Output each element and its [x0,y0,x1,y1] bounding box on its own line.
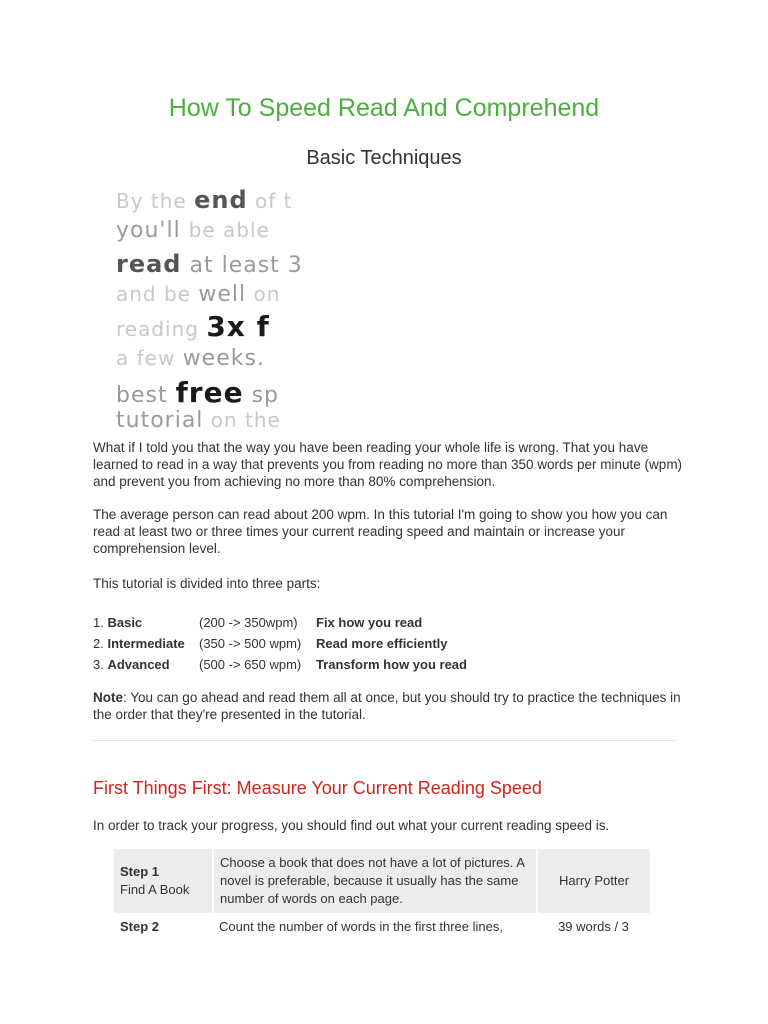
intro-paragraph: What if I told you that the way you have been reading your whole life is wrong. That you have learned to read in a way that prevents you from reading no more than 350 words per minute (wpm) and prevent you from achieving no more than 80% comprehension. [93,440,683,489]
section-intro: In order to track your progress, you should find out what your current reading speed is. [93,818,610,833]
part-name: Advanced [107,657,170,672]
list-item: 2. Intermediate (350 -> 500 wpm) Read more efficiently [93,633,683,654]
part-range: (350 -> 500 wpm) [199,636,302,651]
hero-line [116,218,270,243]
part-name: Basic [107,615,143,630]
hero-line [116,310,270,343]
average-paragraph: The average person can read about 200 wpm. In this tutorial I'm going to show you how you can read at least two or three times your current reading speed and maintain or increase your comprehension level. [93,507,668,556]
page-subtitle: Basic Techniques [306,147,462,169]
hero-word: and be [116,282,199,306]
hero-word: weeks. [182,346,265,371]
hero-image [112,184,386,434]
hero-word: free [175,376,244,409]
hero-word: you'll [116,218,189,243]
hero-line [116,346,265,371]
part-desc: Fix how you read [316,615,423,630]
hero-word: of t [247,189,293,213]
hero-line [116,408,281,433]
hero-word: read [116,250,182,278]
part-desc: Transform how you read [316,657,467,672]
table-row [114,913,650,941]
hero-line [116,250,303,278]
note-label: Note [93,690,123,705]
hero-line [116,186,292,214]
hero-line [116,282,280,307]
divider [93,740,675,741]
note-paragraph [93,689,683,723]
table-row [114,849,650,913]
hero-word: be able [188,218,270,242]
part-name: Intermediate [107,636,185,651]
step-example: Harry Potter [537,849,650,913]
hero-word: on the [203,408,281,432]
part-desc: Read more efficiently [316,636,448,651]
hero-word: By the [116,189,195,213]
hero-word: at least 3 [181,253,303,278]
note-text: : You can go ahead and read them all at once, but you should try to practice the techniques in the order that they're presented in the tutorial. [93,690,681,722]
steps-table [114,849,650,941]
section-heading: First Things First: Measure Your Current Reading Speed [93,778,542,798]
step-sub: Find A Book [120,882,190,897]
page-title: How To Speed Read And Comprehend [168,94,600,122]
list-item: 3. Advanced (500 -> 650 wpm) Transform how you read [93,654,683,675]
step-label: Step 1 [120,864,160,879]
step-label: Step 2 [120,919,160,934]
step-desc: Choose a book that does not have a lot of pictures. A novel is preferable, because it usually has the same number of words on each page. [213,849,537,913]
hero-word: best [116,383,176,408]
part-range: (200 -> 350wpm) [199,615,298,630]
hero-word: tutorial [116,408,204,433]
step-example: 39 words / 3 [558,919,629,934]
divided-paragraph: This tutorial is divided into three parts: [93,576,321,591]
hero-word: well [198,282,247,307]
hero-word: 3x f [206,310,270,343]
hero-word: end [194,186,248,214]
parts-list [93,612,683,675]
hero-word: reading [116,317,207,341]
part-range: (500 -> 650 wpm) [199,657,302,672]
hero-word: on [246,282,281,306]
hero-word: a few [116,346,183,370]
list-item: 1. Basic (200 -> 350wpm) Fix how you read [93,612,683,633]
step-desc: Count the number of words in the first three lines, [219,919,503,934]
hero-line [116,376,279,409]
hero-word: sp [243,383,279,408]
